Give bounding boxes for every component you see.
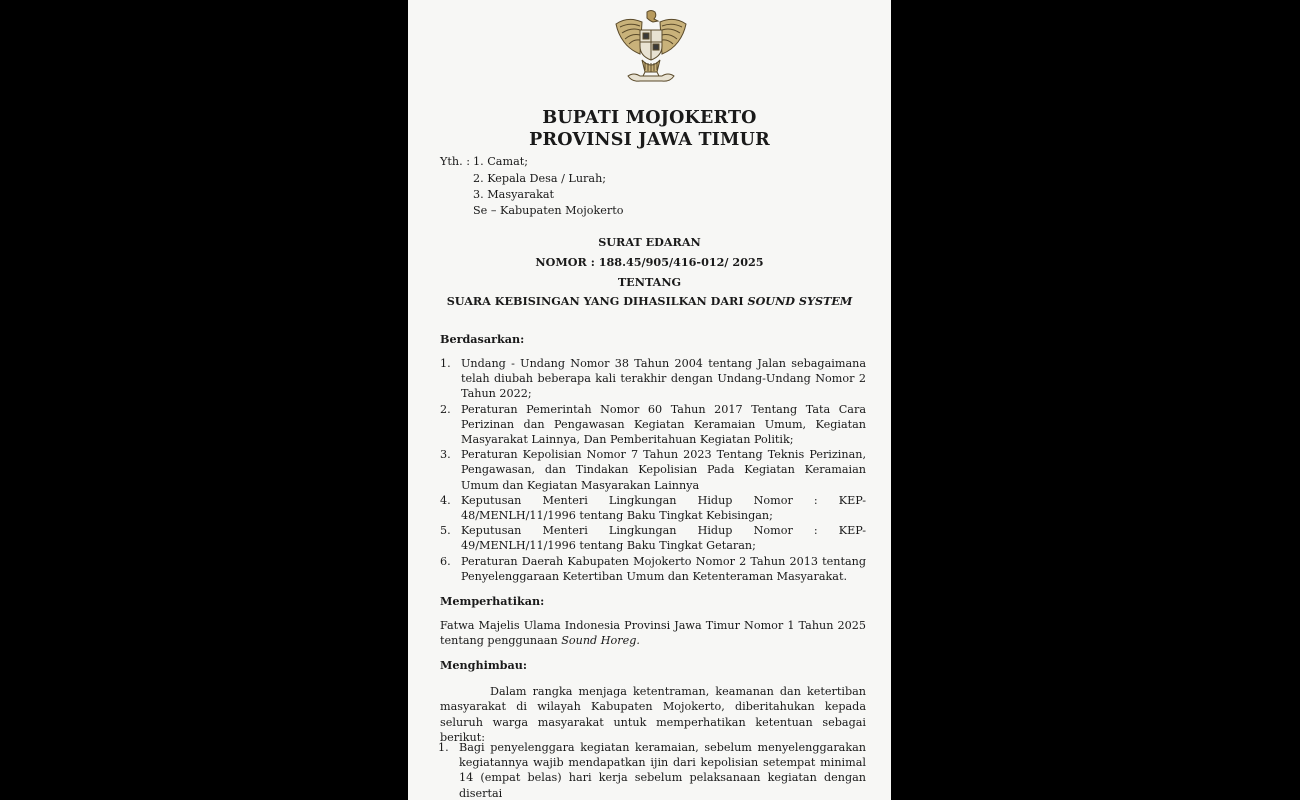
letter-subject	[408, 293, 891, 310]
menghimbau-intro: Dalam rangka menjaga ketentraman, keamanan dan ketertiban masyarakat di wilayah Kabupaten Mojokerto, diberitahukan kepada seluruh warga masyarakat untuk memperhatikan ketentuan sebagai berikut:	[440, 685, 866, 745]
letter-about-label: TENTANG	[617, 275, 682, 289]
list-item: 4. Keputusan Menteri Lingkungan Hidup Nomor : KEP-48/MENLH/11/1996 tentang Baku Tingkat Kebisingan;	[440, 493, 866, 523]
document-page	[408, 0, 891, 800]
berdasarkan-list	[440, 356, 866, 584]
list-item: 1. Undang - Undang Nomor 38 Tahun 2004 tentang Jalan sebagaimana telah diubah beberapa kali terakhir dengan Undang-Undang Nomor 2 Tahun 2022;	[440, 357, 866, 401]
letter-subject-prefix: SUARA KEBISINGAN YANG DIHASILKAN DARI	[446, 294, 744, 308]
memperhatikan-text: Fatwa Majelis Ulama Indonesia Provinsi Jawa Timur Nomor 1 Tahun 2025 tentang penggunaan Sound Horeg.	[440, 619, 866, 648]
letter-subject-italic: SOUND SYSTEM	[747, 294, 853, 308]
list-item: 1. Bagi penyelenggara kegiatan keramaian, sebelum menyelenggarakan kegiatannya wajib mendapatkan ijin dari kepolisian setempat minimal 14 (empat belas) hari kerja sebelum pelaksanaan kegiatan dengan disertai	[438, 741, 866, 800]
memperhatikan-italic: Sound Horeg.	[561, 634, 640, 648]
memperhatikan-heading: Memperhatikan:	[440, 594, 545, 608]
list-item: 5. Keputusan Menteri Lingkungan Hidup Nomor : KEP-49/MENLH/11/1996 tentang Baku Tingkat Getaran;	[440, 524, 866, 553]
recipient-item: 1. Camat;	[473, 155, 529, 168]
menghimbau-heading: Menghimbau:	[440, 658, 528, 672]
garuda-emblem-icon	[612, 8, 690, 88]
recipient-item: Se – Kabupaten Mojokerto	[473, 204, 624, 217]
recipient-item: 2. Kepala Desa / Lurah;	[473, 172, 607, 185]
list-item: 6. Peraturan Daerah Kabupaten Mojokerto Nomor 2 Tahun 2013 tentang Penyelenggaraan Ketertiban Umum dan Ketenteraman Masyarakat.	[440, 554, 866, 583]
header-line-2: PROVINSI JAWA TIMUR	[529, 130, 770, 150]
berdasarkan-heading: Berdasarkan:	[440, 332, 525, 346]
menghimbau-list	[438, 740, 866, 800]
list-item: 2. Peraturan Pemerintah Nomor 60 Tahun 2017 Tentang Tata Cara Perizinan dan Pengawasan Kegiatan Keramaian Umum, Kegiatan Masyarakat Lainnya, Dan Pemberitahuan Kegiatan Politik;	[440, 402, 866, 447]
recipient-item: 3. Masyarakat	[473, 188, 555, 201]
header-line-1: BUPATI MOJOKERTO	[542, 108, 757, 128]
list-item: 3. Peraturan Kepolisian Nomor 7 Tahun 2023 Tentang Teknis Perizinan, Pengawasan, dan Tindakan Kepolisian Pada Kegiatan Keramaian Umum dan Kegiatan Masyarakan Lainnya	[440, 448, 866, 492]
letter-number: NOMOR : 188.45/905/416-012/ 2025	[535, 255, 764, 269]
letter-type: SURAT EDARAN	[598, 235, 701, 249]
recipients-label: Yth. :	[440, 155, 470, 168]
